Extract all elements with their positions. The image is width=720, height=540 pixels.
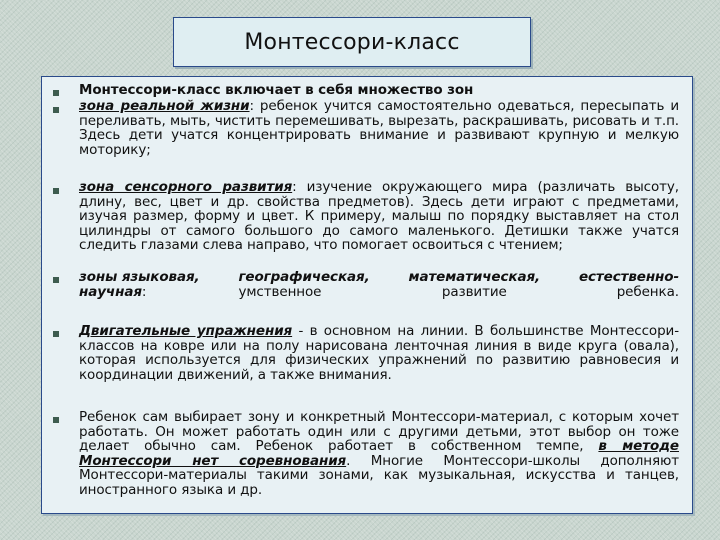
slide-title: Монтессори-класс xyxy=(244,29,460,55)
bullet-6-text xyxy=(79,410,679,498)
bullet-6-body-end: . Многие Монтессори-школы дополняют Монтессори-материалы такими зонами, как музыкальная, искусства и танцев, иностранного языка и др. xyxy=(79,452,679,498)
bullet-4-col-3 xyxy=(409,270,541,299)
square-bullet-icon xyxy=(53,107,59,113)
square-bullet-icon xyxy=(53,417,59,423)
bullet-3-label: зона сенсорного развития xyxy=(79,179,293,195)
bullet-3-text xyxy=(79,180,679,253)
bullet-1-text xyxy=(79,83,679,98)
bullet-3-body: : изучение окружающего мира (различать высоту, длину, вес, цвет и др. свойства предметов). Здесь дети играют с предметами, изучая размер, форму и цвет. К примеру, малыш по порядку выставляет на стол цилиндры от самого большого до самого маленького. Детишки также учатся следить глазами слева направо, что помогает освоиться с чтением; xyxy=(79,179,679,254)
square-bullet-icon xyxy=(53,277,59,283)
bullet-4-col-4 xyxy=(579,270,679,299)
title-box xyxy=(173,17,531,67)
zone-geography-label: географическая, xyxy=(238,269,370,285)
bullet-1-heading: Монтессори-класс включает в себя множество зон xyxy=(79,82,474,98)
bullet-6-emphasis: в методе Монтессори нет соревнования xyxy=(79,438,679,469)
zone-language-label: зоны языковая, xyxy=(79,269,200,285)
bullet-2-body: : ребенок учится самостоятельно одеваться, пересыпать и переливать, мыть, чистить перемешивать, вырезать, раскрашивать, рисовать и т.п. Здесь дети учатся концентрировать внимание и развивают крупную и мелкую моторику; xyxy=(79,98,680,158)
zone-colon: : xyxy=(141,283,147,300)
bullet-5-body: - в основном на линии. В большинстве Монтессори-классов на ковре или на полу нарисована ленточная линия в виде круга (овала), которая используется для физических упражнений по развитию равновесия и координации движений, а также внимания. xyxy=(79,323,679,383)
bullet-2-label: зона реальной жизни xyxy=(79,98,250,114)
square-bullet-icon xyxy=(53,188,59,194)
child-text: ребенка. xyxy=(616,283,679,300)
zone-math-label: математическая, xyxy=(408,269,541,285)
mental-text: умственное xyxy=(238,283,322,300)
content-box xyxy=(41,76,693,514)
bullet-4-col-1 xyxy=(79,270,200,299)
zone-natural-label: естественно- xyxy=(578,269,679,285)
bullet-4-text xyxy=(79,270,679,299)
square-bullet-icon xyxy=(53,331,59,337)
zone-science-label: научная xyxy=(79,283,142,300)
bullet-5-label: Двигательные упражнения xyxy=(79,323,293,339)
bullet-4-col-2 xyxy=(238,270,369,299)
development-text: развитие xyxy=(441,283,507,300)
bullet-6-body-start: Ребенок сам выбирает зону и конкретный Монтессори-материал, с которым хочет работать. Он может работать один или с другими детьми, этот выбор он тоже делает обычно сам. Ребенок работает в собственном темпе, xyxy=(79,409,679,455)
square-bullet-icon xyxy=(53,90,59,96)
bullet-2-text xyxy=(79,99,679,157)
bullet-5-text xyxy=(79,324,679,382)
